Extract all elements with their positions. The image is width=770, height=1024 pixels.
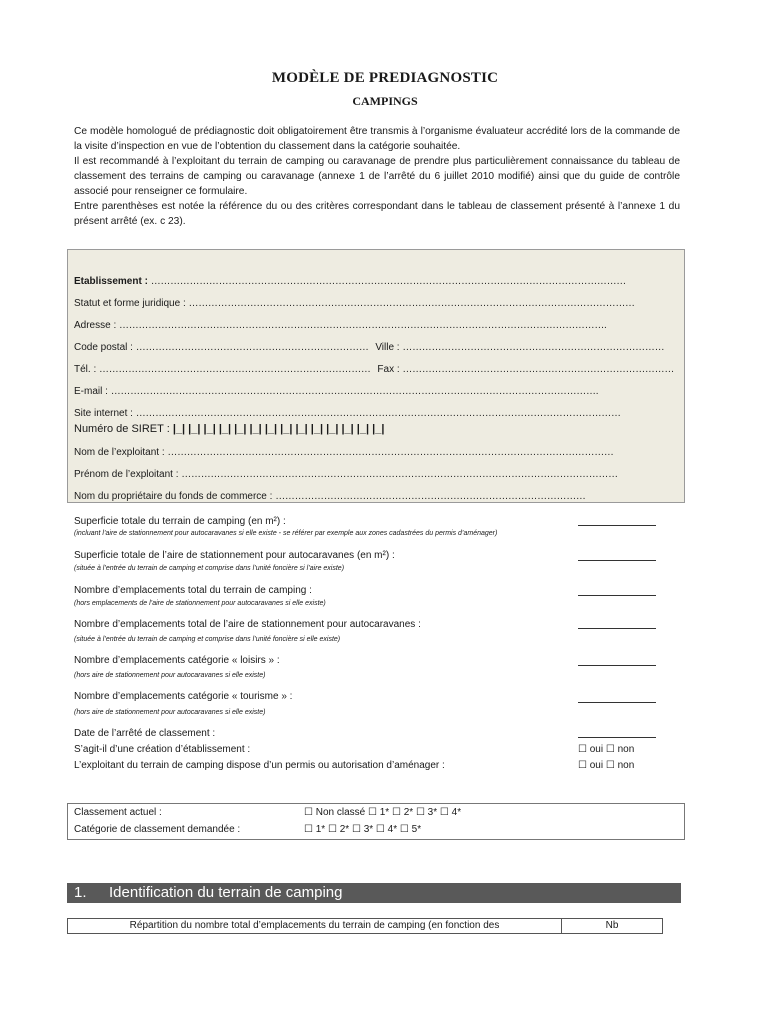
fax-label: Fax : [377, 364, 400, 375]
permis-checkboxes[interactable]: ☐ oui ☐ non [578, 760, 635, 771]
date-arrete-input[interactable] [578, 737, 656, 738]
nb-tourisme-label: Nombre d’emplacements catégorie « tourisme » : [74, 691, 293, 702]
nom-proprietaire-label: Nom du propriétaire du fonds de commerce : [74, 491, 273, 502]
page-title: MODÈLE DE PREDIAGNOSTIC [271, 70, 499, 86]
establishment-form [67, 249, 685, 503]
superficie-aire-input[interactable] [578, 560, 656, 561]
siret-label: Numéro de SIRET : [74, 423, 170, 435]
superficie-input[interactable] [578, 525, 656, 526]
nom-proprietaire-field[interactable]: Nom du propriétaire du fonds de commerce : …………………………………………………………………………………… [74, 491, 586, 502]
classement-actuel-label: Classement actuel : [74, 807, 162, 818]
table-header-nb: Nb [605, 920, 619, 931]
statut-field[interactable]: Statut et forme juridique : ………………………………………………………………………………………………………………………… [74, 298, 635, 309]
nb-loisirs-input[interactable] [578, 665, 656, 666]
classement-actuel-options[interactable]: ☐ Non classé ☐ 1* ☐ 2* ☐ 3* ☐ 4* [304, 807, 462, 818]
section-title: Identification du terrain de camping [109, 884, 343, 901]
ville-label: Ville : [375, 342, 400, 353]
table-header-description: Répartition du nombre total d’emplacements du terrain de camping (en fonction des [68, 919, 562, 933]
code-postal-field[interactable]: Code postal : ……………………………………………………………… Ville : ……………………………………………………………………… [74, 342, 665, 353]
nb-total-label: Nombre d’emplacements total du terrain de camping : [74, 585, 312, 596]
nb-aire-label: Nombre d’emplacements total de l’aire de stationnement pour autocaravanes : [74, 619, 421, 630]
nom-exploitant-label: Nom de l’exploitant : [74, 447, 165, 458]
section-header [67, 883, 681, 903]
site-label: Site internet : [74, 408, 133, 419]
superficie-aire-label: Superficie totale de l’aire de stationnement pour autocaravanes (en m²) : [74, 550, 395, 561]
intro-paragraph-3: Entre parenthèses est notée la référence du ou des critères correspondant dans le tableau de classement présenté à l’annexe 1 du présent arrêté (ex. c 23). [74, 201, 680, 227]
classement-demande-options[interactable]: ☐ 1* ☐ 2* ☐ 3* ☐ 4* ☐ 5* [304, 824, 422, 835]
siret-field[interactable] [74, 423, 384, 435]
nb-loisirs-note: (hors aire de stationnement pour autocaravanes si elle existe) [74, 672, 266, 679]
page-subtitle: CAMPINGS [352, 94, 418, 108]
permis-label: L’exploitant du terrain de camping dispose d’un permis ou autorisation d’aménager : [74, 760, 445, 771]
nom-exploitant-field[interactable]: Nom de l’exploitant : ………………………………………………………………………………………………………………………… [74, 447, 614, 458]
prenom-exploitant-label: Prénom de l’exploitant : [74, 469, 179, 480]
adresse-field[interactable]: Adresse : ……………………………………………………………………………………………………………………………………. [74, 320, 607, 331]
email-field[interactable]: E-mail : ……………………………………………………………………………………………………………………………………. [74, 386, 599, 397]
code-postal-label: Code postal : [74, 342, 133, 353]
creation-label: S’agit-il d’une création d’établissement : [74, 744, 251, 755]
tel-field[interactable]: Tél. : ………………………………………………………………………… Fax : ………………………………………………………………………… [74, 364, 675, 375]
nb-aire-note: (située à l’entrée du terrain de camping et comprise dans l’unité foncière si elle existe) [74, 636, 341, 643]
superficie-note: (incluant l’aire de stationnement pour autocaravanes si elle existe - se référer par exemple aux zones cadastrées du permis d’aménager) [74, 530, 498, 537]
repartition-table [67, 918, 663, 934]
nb-aire-input[interactable] [578, 628, 656, 629]
creation-checkboxes[interactable]: ☐ oui ☐ non [578, 744, 635, 755]
classement-box [67, 803, 685, 840]
nb-tourisme-input[interactable] [578, 702, 656, 703]
superficie-label: Superficie totale du terrain de camping (en m²) : [74, 516, 286, 527]
siret-boxes: |_| |_| |_| |_| |_| |_| |_| |_| |_| |_| |_| |_| |_| |_| [172, 423, 385, 435]
nb-loisirs-label: Nombre d’emplacements catégorie « loisirs » : [74, 655, 280, 666]
superficie-aire-note: (située à l’entrée du terrain de camping et comprise dans l’unité foncière si l’aire existe) [74, 565, 345, 572]
email-label: E-mail : [74, 386, 108, 397]
prenom-exploitant-field[interactable]: Prénom de l’exploitant : ……………………………………………………………………………………………………………………… [74, 469, 618, 480]
site-field[interactable]: Site internet : …………………………………………………………………………………………………………………………………… [74, 408, 621, 419]
statut-label: Statut et forme juridique : [74, 298, 186, 309]
section-number: 1. [74, 884, 87, 901]
intro-text [74, 124, 680, 229]
date-arrete-label: Date de l’arrêté de classement : [74, 728, 216, 739]
nb-total-note: (hors emplacements de l’aire de stationnement pour autocaravanes si elle existe) [74, 600, 326, 607]
nb-tourisme-note: (hors aire de stationnement pour autocaravanes si elle existe) [74, 709, 266, 716]
intro-paragraph-2: Il est recommandé à l’exploitant du terrain de camping ou caravanage de prendre plus particulièrement connaissance du tableau de classement des terrains de camping ou caravanage (annexe 1 de l’arrêté du 6 juillet 2010 modifié) ainsi que du guide de contrôle associé pour renseigner ce formulaire. [74, 156, 680, 197]
tel-label: Tél. : [74, 364, 97, 375]
etablissement-label: Etablissement : [74, 276, 148, 287]
nb-total-input[interactable] [578, 595, 656, 596]
etablissement-field[interactable]: Etablissement : ………………………………………………………………………………………………………………………………… [74, 276, 627, 287]
classement-demande-label: Catégorie de classement demandée : [74, 824, 241, 835]
intro-paragraph-1: Ce modèle homologué de prédiagnostic doit obligatoirement être transmis à l’organisme évaluateur accrédité lors de la commande de la visite d’inspection en vue de l’obtention du classement dans la catégorie souhaitée. [74, 126, 680, 152]
adresse-label: Adresse : [74, 320, 117, 331]
